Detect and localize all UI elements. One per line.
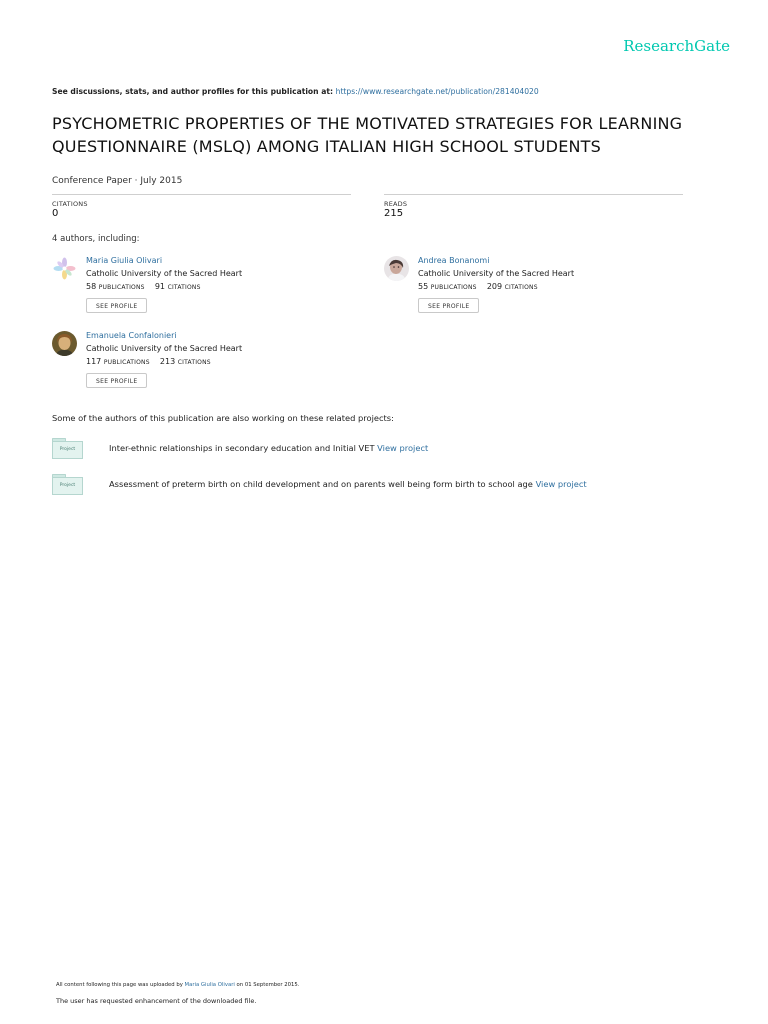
publications-count: 55 — [418, 282, 429, 291]
avatar[interactable] — [52, 331, 77, 356]
author-name[interactable]: Andrea Bonanomi — [418, 256, 490, 265]
author-card — [384, 256, 684, 320]
author-card — [52, 256, 352, 320]
title-line-2: QUESTIONNAIRE (MSLQ) AMONG ITALIAN HIGH SCHOOL STUDENTS — [52, 137, 602, 156]
enhancement-notice: The user has requested enhancement of the downloaded file. — [56, 997, 257, 1005]
publications-label: PUBLICATIONS — [430, 284, 477, 291]
author-name[interactable]: Emanuela Confalonieri — [86, 331, 177, 340]
divider-citations — [52, 194, 351, 195]
project-title: Inter-ethnic relationships in secondary education and Initial VET — [109, 443, 378, 453]
project-folder-icon — [52, 438, 83, 460]
author-counts — [86, 357, 211, 366]
publications-label: PUBLICATIONS — [103, 359, 150, 366]
see-profile-button[interactable]: SEE PROFILE — [418, 298, 479, 313]
author-counts — [86, 282, 201, 291]
view-project-link[interactable]: View project — [377, 443, 429, 453]
publication-type: Conference Paper · July 2015 — [52, 176, 183, 186]
avatar[interactable] — [52, 256, 77, 281]
publications-count: 58 — [86, 282, 97, 291]
researchgate-logo[interactable]: ResearchGate — [623, 37, 730, 55]
avatar[interactable] — [384, 256, 409, 281]
discussion-notice — [52, 87, 539, 96]
publications-label: PUBLICATIONS — [98, 284, 145, 291]
reads-value: 215 — [384, 208, 404, 219]
divider-reads — [384, 194, 683, 195]
citations-count: 91 — [154, 282, 166, 291]
upload-prefix: All content following this page was uploaded by — [56, 982, 185, 988]
see-profile-button[interactable]: SEE PROFILE — [86, 373, 147, 388]
citations-stat — [52, 200, 88, 219]
project-folder-icon — [52, 474, 83, 496]
related-projects-heading: Some of the authors of this publication are also working on these related projects: — [52, 413, 394, 423]
author-affiliation: Catholic University of the Sacred Heart — [86, 344, 243, 353]
project-item — [52, 438, 742, 462]
citations-label: CITATIONS — [167, 284, 201, 291]
citations-count: 209 — [486, 282, 503, 291]
author-counts — [418, 282, 538, 291]
reads-label: READS — [384, 200, 408, 208]
title-line-1: PSYCHOMETRIC PROPERTIES OF THE MOTIVATED STRATEGIES FOR LEARNING — [52, 114, 683, 133]
uploader-link[interactable]: Maria Giulia Olivari — [184, 982, 235, 988]
paper-title — [52, 112, 732, 158]
citations-count: 213 — [159, 357, 176, 366]
project-text — [109, 479, 587, 489]
citations-label: CITATIONS — [504, 284, 538, 291]
author-card — [52, 331, 352, 395]
reads-stat — [384, 200, 407, 219]
upload-suffix: on 01 September 2015. — [234, 982, 300, 988]
see-profile-button[interactable]: SEE PROFILE — [86, 298, 147, 313]
publications-count: 117 — [86, 357, 102, 366]
upload-notice — [56, 982, 299, 988]
citations-label: CITATIONS — [52, 200, 88, 208]
project-icon-label: Project — [52, 477, 83, 495]
discussion-text: See discussions, stats, and author profiles for this publication at: — [52, 87, 336, 96]
project-title: Assessment of preterm birth on child development and on parents well being form birth to school age — [109, 479, 536, 489]
view-project-link[interactable]: View project — [535, 479, 587, 489]
project-text — [109, 443, 428, 453]
publication-link[interactable]: https://www.researchgate.net/publication/281404020 — [335, 87, 539, 96]
author-affiliation: Catholic University of the Sacred Heart — [86, 269, 243, 278]
citations-label: CITATIONS — [177, 359, 211, 366]
author-name[interactable]: Maria Giulia Olivari — [86, 256, 163, 265]
citations-value: 0 — [52, 208, 59, 219]
authors-count: 4 authors, including: — [52, 234, 140, 244]
project-item — [52, 474, 742, 498]
project-icon-label: Project — [52, 441, 83, 459]
author-affiliation: Catholic University of the Sacred Heart — [418, 269, 575, 278]
